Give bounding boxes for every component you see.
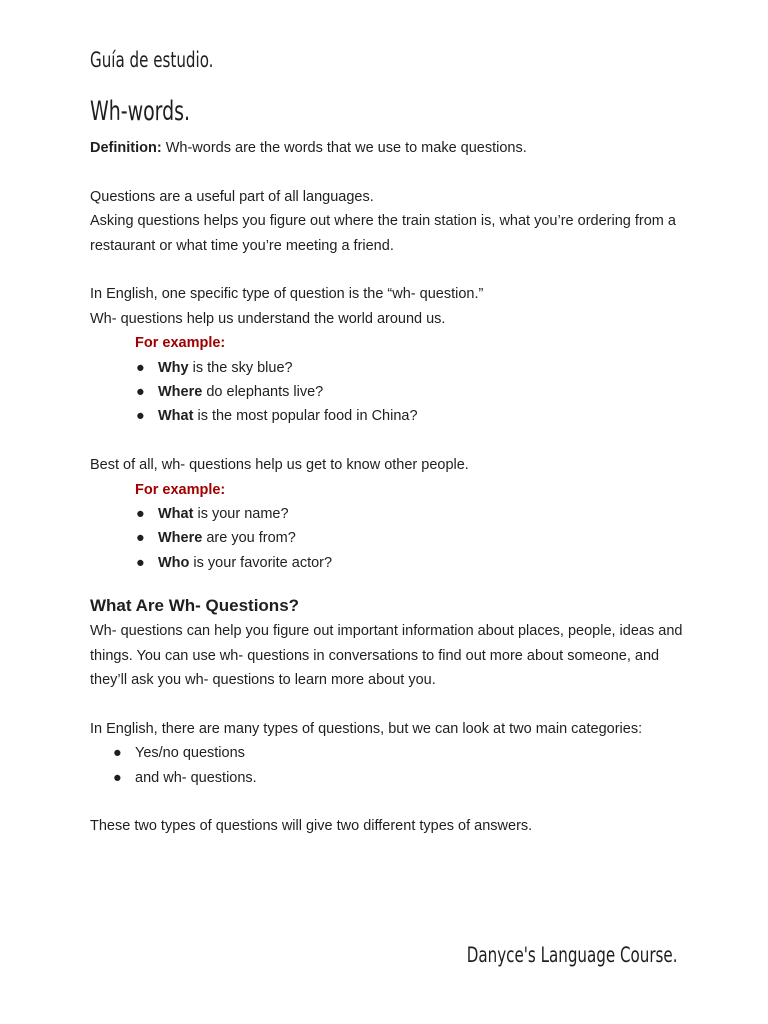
example-label: For example: — [135, 481, 226, 498]
page-title: Wh-words. — [90, 96, 191, 127]
wh-word: Where — [158, 384, 203, 401]
list-item — [136, 404, 690, 428]
definition-paragraph — [90, 136, 690, 160]
closing-line: These two types of questions will give two different types of answers. — [90, 818, 533, 835]
bullet-icon: ● — [136, 554, 145, 571]
example-text: is the most popular food in China? — [193, 408, 418, 425]
examples-list-1 — [90, 356, 690, 429]
intro-line-1: Questions are a useful part of all languages. — [90, 188, 374, 205]
categories-list — [90, 741, 690, 790]
example-label: For example: — [135, 335, 226, 352]
example-text: do elephants live? — [202, 384, 324, 401]
section-heading: What Are Wh- Questions? — [90, 596, 300, 616]
bullet-icon: ● — [136, 359, 145, 376]
bullet-icon: ● — [113, 745, 122, 762]
bullet-icon: ● — [136, 506, 145, 523]
document-body — [90, 136, 690, 839]
study-guide-subtitle: Guía de estudio. — [90, 48, 214, 72]
list-item — [136, 380, 690, 404]
bullet-icon: ● — [113, 769, 122, 786]
list-item — [136, 526, 690, 550]
section-paragraph: Wh- questions can help you figure out important information about places, people, ideas and things. You can use wh- questions in conversations to find out more about someone, and they’ll ask you wh- questions to learn more about you. — [90, 623, 683, 689]
english-line-2: Wh- questions help us understand the world around us. — [90, 310, 446, 327]
definition-label: Definition: — [90, 140, 162, 156]
best-of-all-line: Best of all, wh- questions help us get to know other people. — [90, 457, 469, 474]
wh-word: What — [158, 506, 194, 523]
list-item — [136, 551, 690, 575]
wh-word: What — [158, 408, 194, 425]
wh-word: Why — [158, 359, 189, 376]
categories-intro: In English, there are many types of questions, but we can look at two main categories: — [90, 720, 643, 737]
list-item — [113, 766, 690, 790]
example-text: is your favorite actor? — [189, 554, 333, 571]
example-text: is your name? — [193, 506, 289, 523]
wh-word: Who — [158, 554, 190, 571]
list-item — [113, 741, 690, 765]
list-item — [136, 356, 690, 380]
definition-text: Wh-words are the words that we use to make questions. — [161, 140, 527, 156]
bullet-icon: ● — [136, 408, 145, 425]
category-text: Yes/no questions — [135, 745, 245, 762]
example-text: is the sky blue? — [188, 359, 293, 376]
course-footer: Danyce's Language Course. — [467, 943, 678, 967]
bullet-icon: ● — [136, 384, 145, 401]
category-text: and wh- questions. — [135, 769, 257, 786]
wh-word: Where — [158, 530, 203, 547]
list-item — [136, 502, 690, 526]
english-line-1: In English, one specific type of question is the “wh- question.” — [90, 286, 484, 303]
intro-line-2: Asking questions helps you figure out where the train station is, what you’re ordering from a restaurant or what time you’re meeting a friend. — [90, 213, 676, 254]
bullet-icon: ● — [136, 530, 145, 547]
examples-list-2 — [90, 502, 690, 575]
example-text: are you from? — [202, 530, 296, 547]
